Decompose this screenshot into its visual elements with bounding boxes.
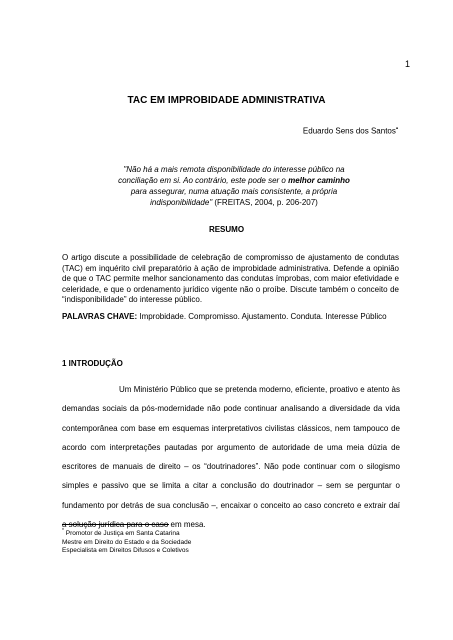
section-heading-introduction: 1 INTRODUÇÃO bbox=[62, 359, 123, 368]
epigraph-quote-part1: "Não há a mais remota disponibilidade do interesse público na conciliação em si. Ao contrário, este pode ser o bbox=[118, 165, 345, 185]
footnote-line-1: Promotor de Justiça em Santa Catarina bbox=[63, 530, 180, 538]
footnote-divider bbox=[62, 524, 169, 525]
epigraph-citation: (FREITAS, 2004, p. 206-207) bbox=[212, 198, 318, 207]
footnote bbox=[62, 527, 191, 556]
author-name: Eduardo Sens dos Santos bbox=[302, 126, 396, 136]
page-number: 1 bbox=[404, 59, 410, 69]
footnote-line-2: Mestre em Direito do Estado e da Sociedade bbox=[62, 538, 192, 546]
keywords-text: Improbidade. Compromisso. Ajustamento. Conduta. Interesse Público bbox=[137, 312, 387, 321]
document-title: TAC EM IMPROBIDADE ADMINISTRATIVA bbox=[127, 95, 326, 106]
abstract-heading: RESUMO bbox=[208, 225, 245, 234]
abstract-text: O artigo discute a possibilidade de celebração de compromisso de ajustamento de condutas (TAC) em inquérito civil preparatório à ação de improbidade administrativa. Defende a opinião de que o TAC permite melhor sancionamento das condutas ímprobas, com maior efetividade e celeridade, e que o ordenamento jurídico vigente não o proíbe. Discute também o conceito de “indisponibilidade” do interesse público. bbox=[62, 253, 399, 304]
author-line bbox=[303, 126, 398, 136]
footnote-line-3: Especialista em Direitos Difusos e Coletivos bbox=[62, 547, 189, 555]
keywords-label: PALAVRAS CHAVE: bbox=[62, 312, 138, 321]
epigraph bbox=[118, 164, 350, 208]
keywords bbox=[62, 312, 399, 323]
footnote-marker: * bbox=[62, 528, 64, 534]
epigraph-quote-part2: para assegurar, numa atuação mais consistente, a própria indisponibilidade" bbox=[130, 187, 338, 207]
author-footnote-marker: ▪ bbox=[395, 126, 398, 132]
introduction-paragraph: Um Ministério Público que se pretenda moderno, eficiente, proativo e atento às demandas sociais da pós-modernidade não pode continuar analisando a diversidade da vida contemporânea com base em esquemas interpretativos civilistas clássicos, nem tampouco de acordo com interpretações pautadas por argumento de autoridade de uma meia dúzia de escritores de manuais de direito – os “doutrinadores”. Não pode continuar com o silogismo simples e passivo que se limita a citar a conclusão do doutrinador – sem se perguntar o fundamento por detrás de sua conclusão –, encaixar o conceito ao caso concreto e extrair daí a solução jurídica para o caso em mesa. bbox=[62, 385, 400, 530]
epigraph-quote-bold: melhor caminho bbox=[288, 176, 350, 185]
